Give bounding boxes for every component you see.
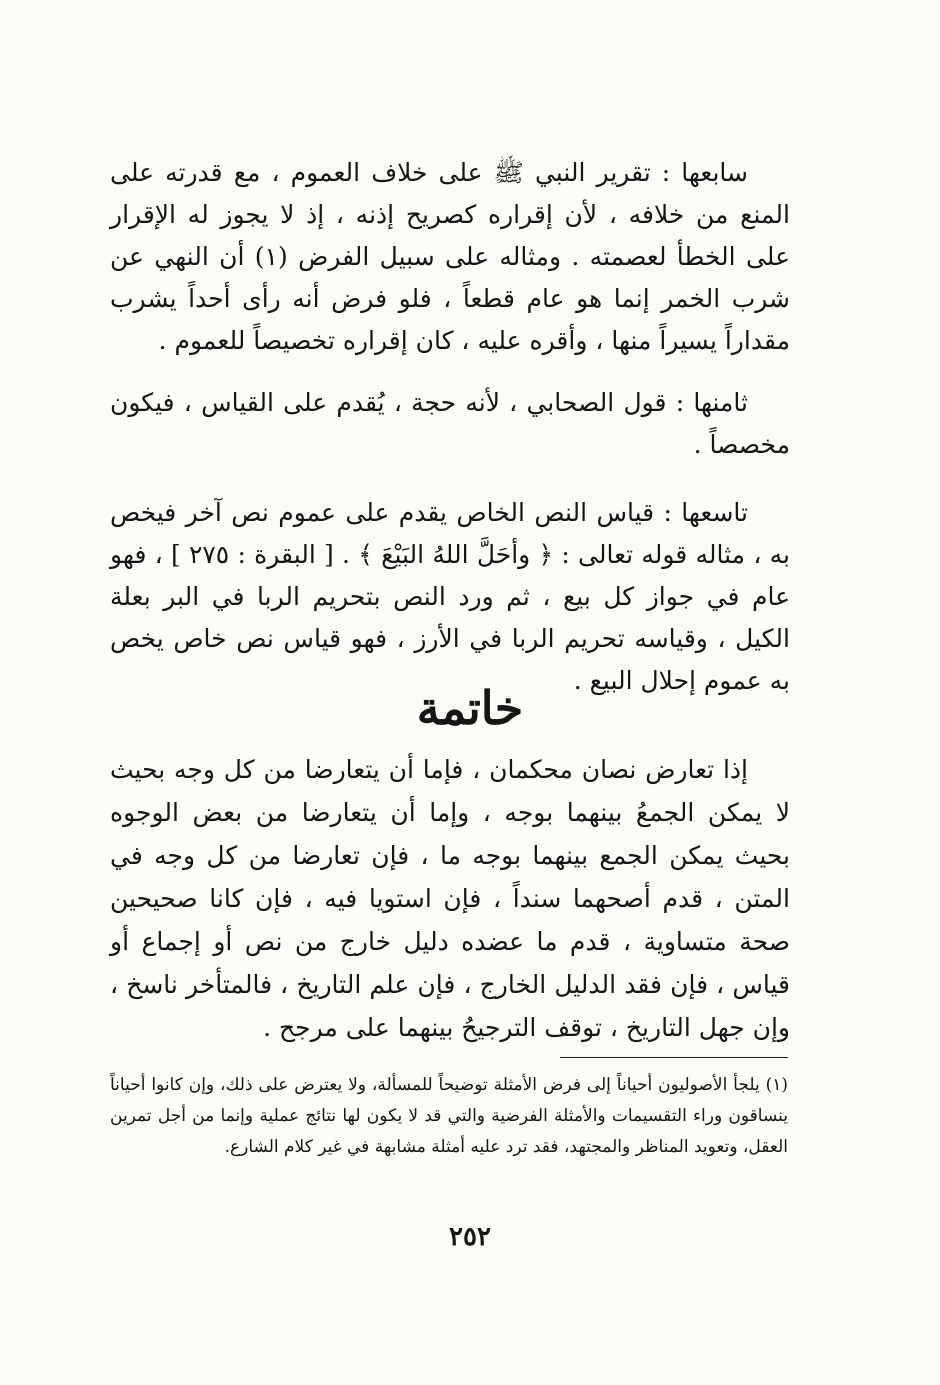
paragraph-text: تاسعها : قياس النص الخاص يقدم على عموم نص آخر فيخص به ، مثاله قوله تعالى : ﴿ وأحَلَّ اللهُ البَيْعَ ﴾ . [ البقرة : ٢٧٥ ] ، فهو عام في جواز كل بيع ، ثم ورد النص بتحريم الربا في البر بعلة الكيل ، وقياسه تحريم الربا في الأرز ، فهو قياس نص خاص يخص به عموم إحلال البيع .	[110, 498, 790, 695]
paragraph-conclusion	[110, 748, 790, 1049]
section-heading: خاتمة	[416, 681, 524, 735]
footnote	[110, 1070, 788, 1163]
paragraph-ninth	[110, 492, 790, 702]
paragraph-text: سابعها : تقرير النبي ﷺ على خلاف العموم ، مع قدرته على المنع من خلافه ، لأن إقراره كصريح إذنه ، إذ لا يجوز له الإقرار على الخطأ لعصمته . ومثاله على سبيل الفرض (١) أن النهي عن شرب الخمر إنما هو عام قطعاً ، فلو فرض أنه رأى أحداً يشرب مقداراً يسيراً منها ، وأقره عليه ، كان إقراره تخصيصاً للعموم .	[110, 158, 790, 355]
paragraph-text: ثامنها : قول الصحابي ، لأنه حجة ، يُقدم على القياس ، فيكون مخصصاً .	[110, 388, 790, 459]
page-number: ٢٥٢	[449, 1222, 491, 1252]
paragraph-seventh	[110, 152, 790, 362]
footnote-divider	[560, 1057, 788, 1058]
paragraph-eighth	[110, 382, 790, 466]
footnote-text: (١) يلجأ الأصوليون أحياناً إلى فرض الأمثلة توضيحاً للمسألة، ولا يعترض على ذلك، وإن كانوا أحياناً ينساقون وراء التقسيمات والأمثلة الفرضية والتي قد لا يكون لها نتائج عملية وإنما من أجل تمرين العقل، وتعويد المناظر والمجتهد، فقد ترد عليه أمثلة مشابهة في غير كلام الشارع.	[110, 1075, 788, 1157]
paragraph-text: إذا تعارض نصان محكمان ، فإما أن يتعارضا من كل وجه بحيث لا يمكن الجمعُ بينهما بوجه ، وإما أن يتعارضا من بعض الوجوه بحيث يمكن الجمع بينهما بوجه ما ، فإن تعارضا من كل وجه في المتن ، قدم أصحهما سنداً ، فإن استويا فيه ، فإن كانا صحيحين صحة متساوية ، قدم ما عضده دليل خارج من نص أو إجماع أو قياس ، فإن فقد الدليل الخارج ، فإن علم التاريخ ، فالمتأخر ناسخ ، وإن جهل التاريخ ، توقف الترجيحُ بينهما على مرجح .	[110, 755, 790, 1042]
